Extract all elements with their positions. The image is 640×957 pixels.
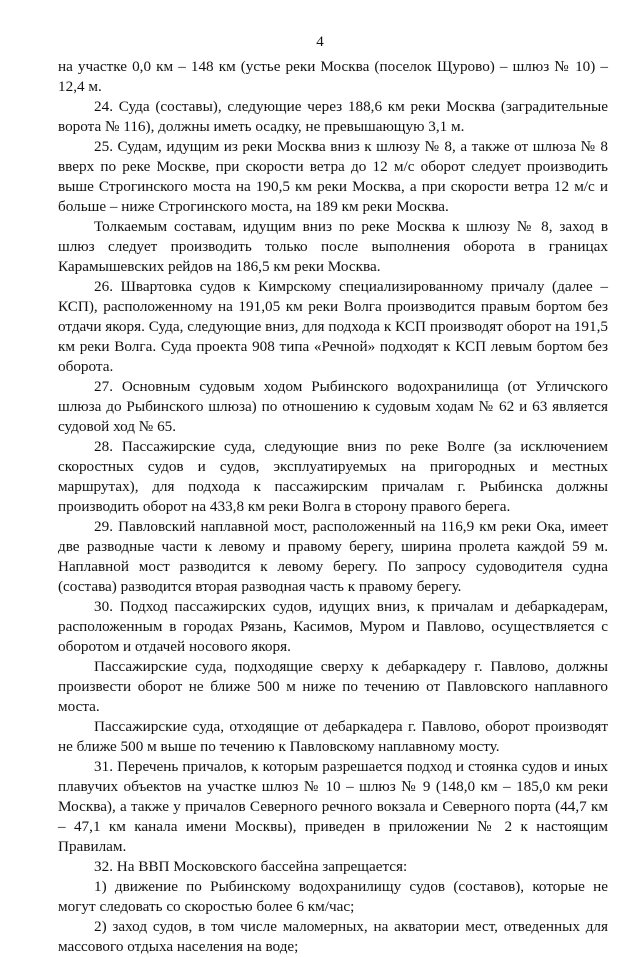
paragraph-item-32: 32. На ВВП Московского бассейна запрещается: [94,858,408,875]
paragraph-item-27: 27. Основным судовым ходом Рыбинского водохранилища (от Угличского шлюза до Рыбинского шлюза) по отношению к судовым ходам № 62 и 63 является судовой ход № 65. [58,378,608,435]
paragraph-item-29: 29. Павловский наплавной мост, расположенный на 116,9 км реки Ока, имеет две разводные части к левому и правому берегу, ширина пролета каждой 59 м. Наплавной мост разводится к левому берегу. По запросу судоводителя судна (состава) разводится вторая разводная часть к правому берегу. [58,518,608,595]
document-body [58,57,608,957]
paragraph-item-25-pushed-convoys: Толкаемым составам, идущим вниз по реке Москва к шлюзу № 8, заход в шлюз следует производить только после выполнения оборота в границах Карамышевских рейдов на 186,5 км реки Москва. [58,218,608,275]
paragraph-item-25: 25. Судам, идущим из реки Москва вниз к шлюзу № 8, а также от шлюза № 8 вверх по реке Москве, при скорости ветра до 12 м/с оборот следует производить выше Строгинского моста на 190,5 км реки Москва, а при скорости ветра 12 м/с и больше – ниже Строгинского моста, на 189 км реки Москва. [58,138,608,215]
paragraph-item-32-sub-1: 1) движение по Рыбинскому водохранилищу судов (составов), которые не могут следовать со скоростью более 6 км/час; [58,878,608,915]
paragraph-item-26: 26. Швартовка судов к Кимрскому специализированному причалу (далее – КСП), расположенному на 191,05 км реки Волга производится правым бортом без отдачи якоря. Суда, следующие вниз, для подхода к КСП производят оборот на 191,5 км реки Волга. Суда проекта 908 типа «Речной» подходят к КСП левым бортом без оборота. [58,278,608,375]
paragraph-item-24: 24. Суда (составы), следующие через 188,6 км реки Москва (заградительные ворота № 116), должны иметь осадку, не превышающую 3,1 м. [58,98,608,135]
page-number: 4 [316,34,324,50]
paragraph-item-30-departing: Пассажирские суда, отходящие от дебаркадера г. Павлово, оборот производят не ближе 500 м выше по течению к Павловскому наплавному мосту. [58,718,608,755]
paragraph-continuation: на участке 0,0 км – 148 км (устье реки Москва (поселок Щурово) – шлюз № 10) – 12,4 м. [58,58,608,95]
paragraph-item-31: 31. Перечень причалов, к которым разрешается подход и стоянка судов и иных плавучих объектов на участке шлюз № 10 – шлюз № 9 (148,0 км – 185,0 км реки Москва), а также у причалов Северного речного вокзала и Северного порта (44,7 км – 47,1 км канала имени Москвы), приведен в приложении № 2 к настоящим Правилам. [58,758,608,855]
paragraph-item-32-sub-2: 2) заход судов, в том числе маломерных, на акватории мест, отведенных для массового отдыха населения на воде; [58,918,608,955]
paragraph-item-30-approach-from-above: Пассажирские суда, подходящие сверху к дебаркадеру г. Павлово, должны произвести оборот не ближе 500 м ниже по течению от Павловского наплавного моста. [58,658,608,715]
paragraph-item-30: 30. Подход пассажирских судов, идущих вниз, к причалам и дебаркадерам, расположенным в городах Рязань, Касимов, Муром и Павлово, осуществляется с оборотом и отдачей носового якоря. [58,598,608,655]
paragraph-item-28: 28. Пассажирские суда, следующие вниз по реке Волге (за исключением скоростных судов и судов, эксплуатируемых на пригородных и местных маршрутах), для подхода к пассажирским причалам г. Рыбинска должны производить оборот на 433,8 км реки Волга в сторону правого берега. [58,438,608,515]
